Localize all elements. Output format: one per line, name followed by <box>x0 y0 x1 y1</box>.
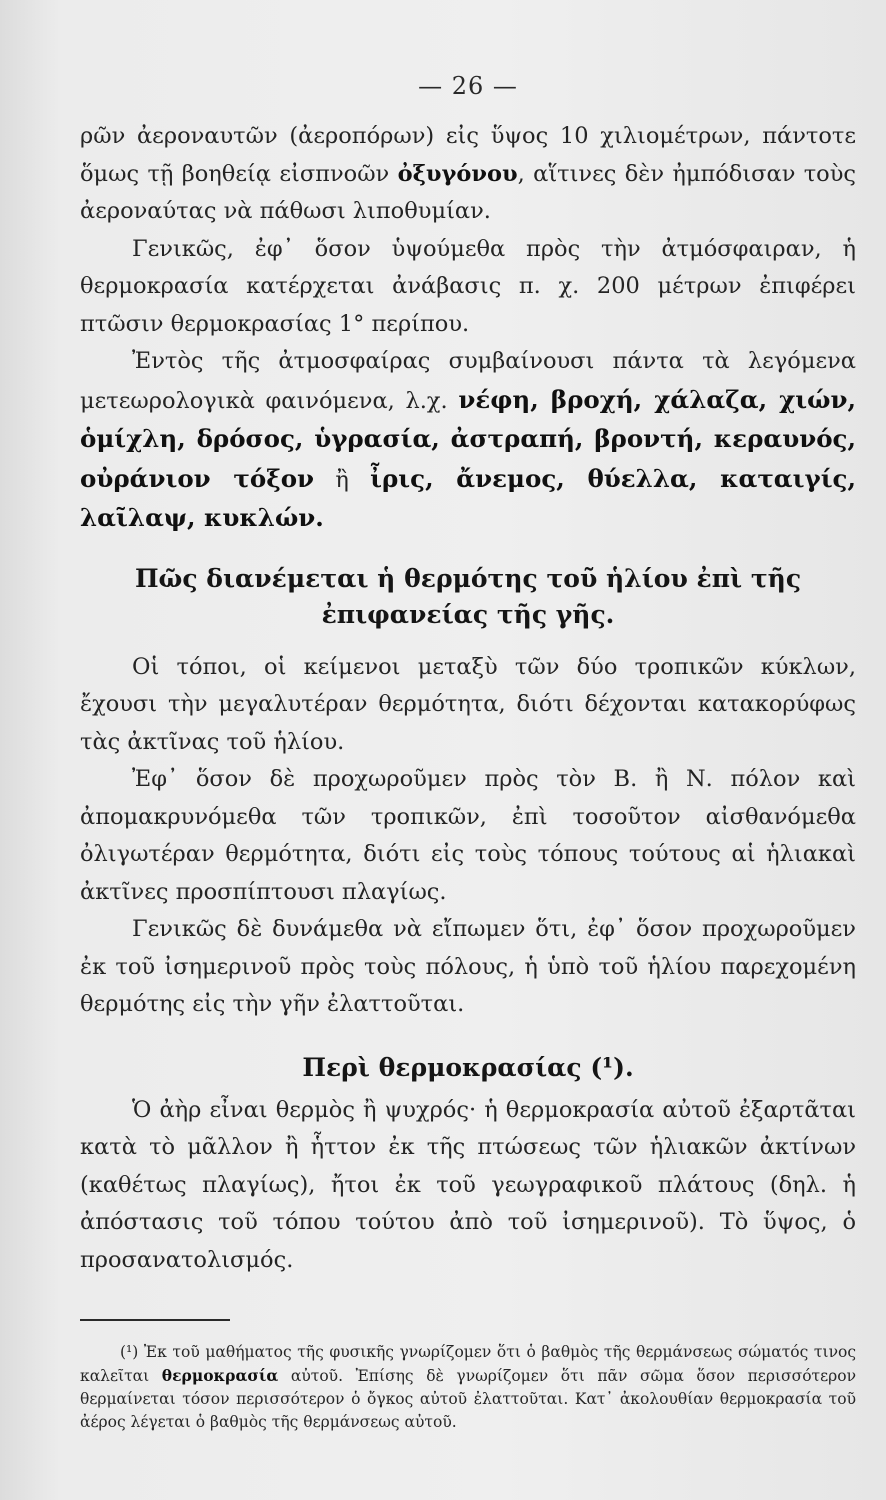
paragraph-poles: Ἐφ᾽ ὅσον δὲ προχωροῦμεν πρὸς τὸν Β. ἢ Ν. πόλον καὶ ἀπομακρυνόμεθα τῶν τροπικῶν, ἐπὶ τοσοῦτον αἰσθανόμεθα ὀλιγωτέραν θερμότητα, διότι εἰς τοὺς τόπους τούτους αἱ ἡλιακαὶ ἀκτῖνες προσπίπτουσι πλαγίως. <box>80 766 856 905</box>
section-heading-sun-heat: Πῶς διανέμεται ἡ θερμότης τοῦ ἡλίου ἐπὶ τῆς ἐπιφανείας τῆς γῆς. <box>134 563 802 629</box>
footnote-text: (¹) Ἐκ τοῦ μαθήματος τῆς φυσικῆς γνωρίζομεν ὅτι ὁ βαθμὸς τῆς θερμάνσεως σώματός τινος καλεῖται <box>80 1343 856 1385</box>
paragraph-tropics: Οἱ τόποι, οἱ κείμενοι μεταξὺ τῶν δύο τροπικῶν κύκλων, ἔχουσι τὴν μεγαλυτέραν θερμότητα, διότι δέχονται κατακορύφως τὰς ἀκτῖνας τοῦ ἡλίου. <box>80 653 856 755</box>
page-number: — 26 — <box>418 72 518 100</box>
section-heading-temperature: Περὶ θερμοκρασίας (¹). <box>302 1052 634 1082</box>
paragraph-aeronauts-end: , αἵτινες δὲν ἠμπόδισαν τοὺς ἀεροναύτας νὰ πάθωσι λιποθυμίαν. <box>80 160 857 224</box>
paragraph-aeronauts-text: ρῶν ἀεροναυτῶν (ἀεροπόρων) εἰς ὕψος 10 χιλιομέτρων, πάντοτε ὅμως τῇ βοηθείᾳ εἰσπνοῶν <box>80 123 856 187</box>
footnote-end: αὐτοῦ. Ἐπίσης δὲ γνωρίζομεν ὅτι πᾶν σῶμα ὅσον περισσότερον θερμαίνεται τόσον περισσότερον ὁ ὄγκος αὐτοῦ ἐλαττοῦται. Κατ᾽ ἀκολουθίαν θερμοκρασία τοῦ ἀέρος λέγεται ὁ βαθμὸς τῆς θερμάνσεως αὐτοῦ. <box>80 1367 856 1431</box>
footnote-term: θερμοκρασία <box>161 1366 279 1385</box>
paragraph-meteorological <box>80 343 856 539</box>
paragraph-aeronauts <box>80 118 856 231</box>
term-oxygen: ὀξυγόνου <box>397 160 518 187</box>
paragraph-meteorological-text: Ἐντὸς τῆς ἀτμοσφαίρας συμβαίνουσι πάντα τὰ λεγόμενα μετεωρολογικὰ φαινόμενα, λ.χ. <box>80 348 856 414</box>
meteorological-or: ἢ <box>314 466 371 493</box>
footnote <box>80 1341 856 1434</box>
paragraph-general: Γενικῶς δὲ δυνάμεθα νὰ εἴπωμεν ὅτι, ἐφ᾽ ὅσον προχωροῦμεν ἐκ τοῦ ἰσημερινοῦ πρὸς τοὺς πόλους, ἡ ὑπὸ τοῦ ἡλίου παρεχομένη θερμότης εἰς τὴν γῆν ἐλαττοῦται. <box>80 916 856 1017</box>
footnote-divider <box>80 1319 230 1321</box>
meteorological-terms-a: νέφη, βροχή, χάλαζα, χιών, ὁμίχλη, δρόσος, ὑγρασία, ἀστραπή, βροντή, κεραυνός, οὐράνιον τόξον <box>80 384 856 493</box>
paragraph-temperature-drop: Γενικῶς, ἐφ᾽ ὅσον ὑψούμεθα πρὸς τὴν ἀτμόσφαιραν, ἡ θερμοκρασία κατέρχεται ἀνάβασις π. χ. 200 μέτρων ἐπιφέρει πτῶσιν θερμοκρασίας 1° περίπου. <box>80 235 856 337</box>
paragraph-air: Ὁ ἀὴρ εἶναι θερμὸς ἢ ψυχρός· ἡ θερμοκρασία αὐτοῦ ἐξαρτᾶται κατὰ τὸ μᾶλλον ἢ ἧττον ἐκ τῆς πτώσεως τῶν ἡλιακῶν ἀκτίνων (καθέτως πλαγίως), ἤτοι ἐκ τοῦ γεωγραφικοῦ πλάτους (δηλ. ἡ ἀπόστασις τοῦ τόπου τούτου ἀπὸ τοῦ ἰσημερινοῦ). Τὸ ὕψος, ὁ προσανατολισμός. <box>80 1096 856 1273</box>
meteorological-terms-b: ἶρις, ἄνεμος, θύελλα, καταιγίς, λαῖλαψ, κυκλών. <box>80 463 856 532</box>
